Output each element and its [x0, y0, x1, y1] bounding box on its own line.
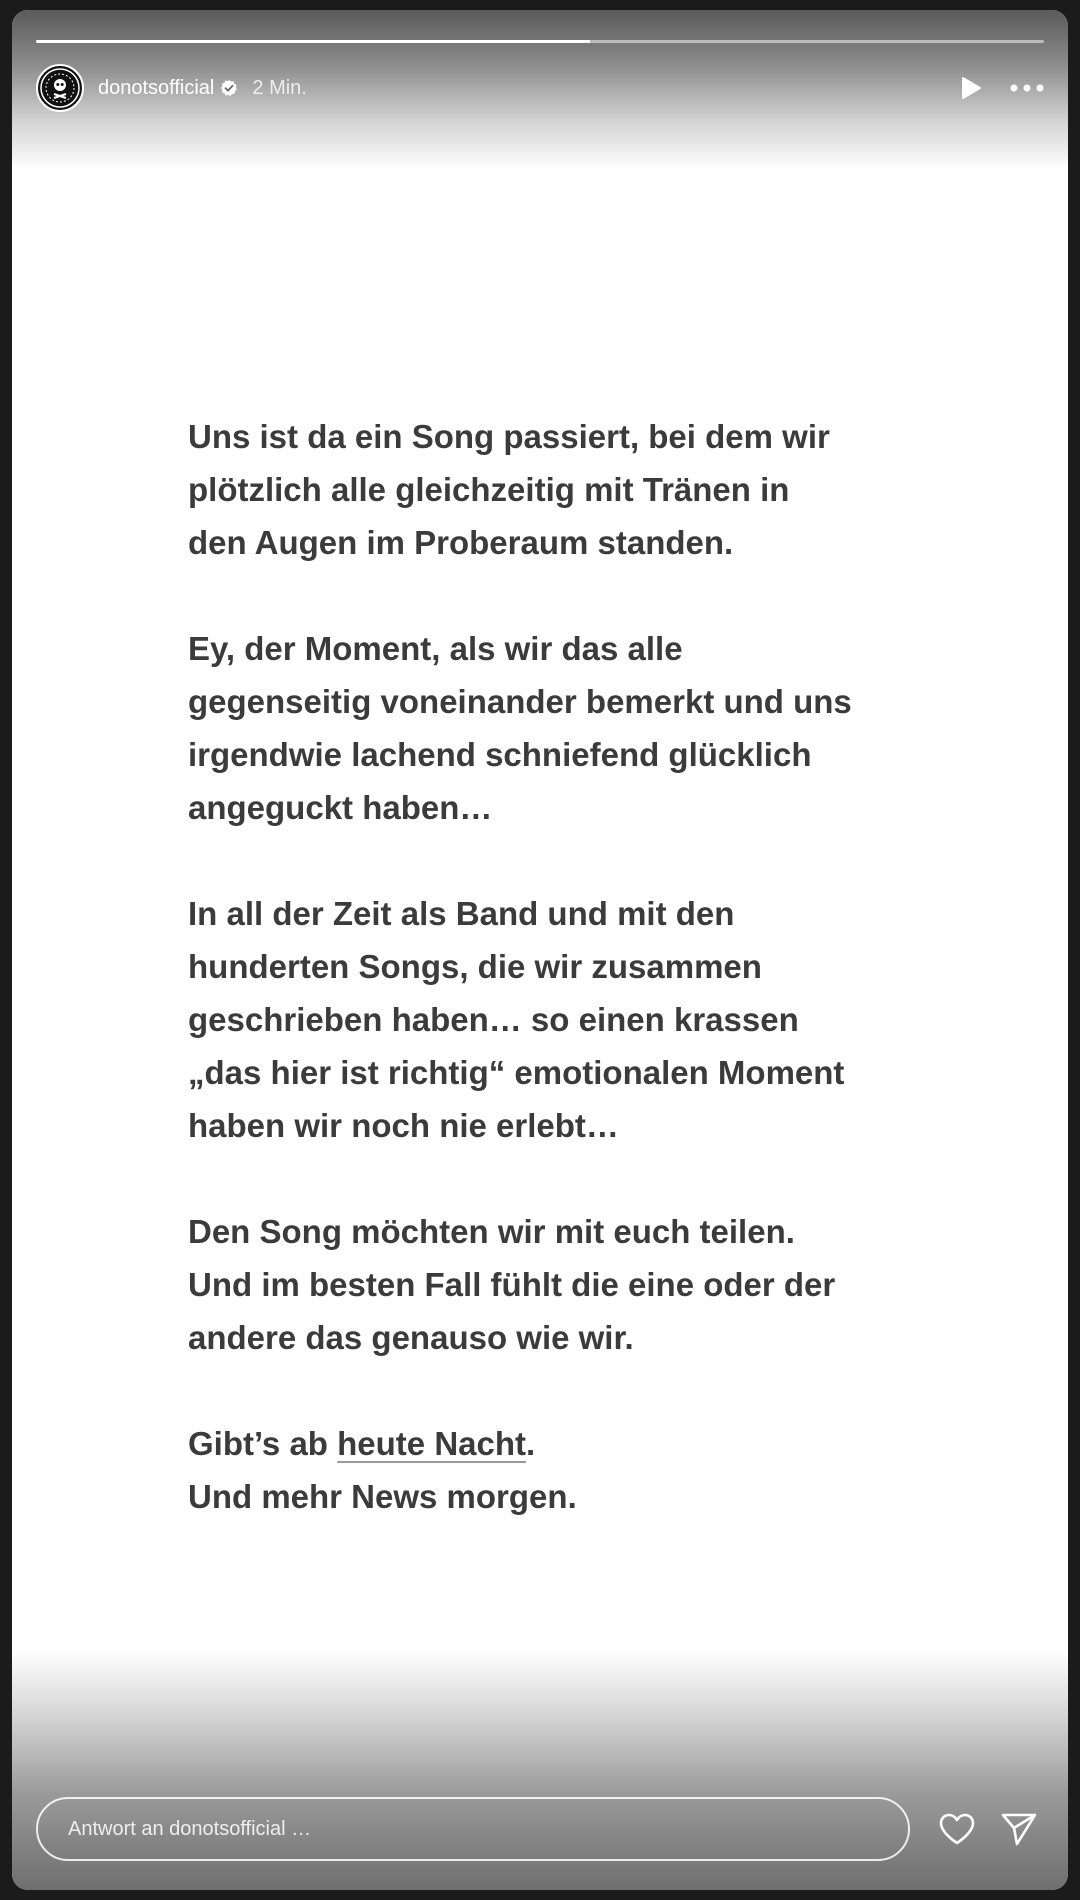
verified-badge-icon — [220, 79, 238, 97]
text-line: Und mehr News morgen. — [188, 1478, 577, 1515]
text-line: In all der Zeit als Band und mit den — [188, 895, 735, 932]
text-line: andere das genauso wie wir. — [188, 1319, 634, 1356]
reply-bar — [36, 1796, 1044, 1862]
text-prefix: Gibt’s ab — [188, 1425, 338, 1462]
text-line: Uns ist da ein Song passiert, bei dem wir — [188, 418, 830, 455]
text-line: angeguckt haben… — [188, 789, 493, 826]
text-line: irgendwie lachend schniefend glücklich — [188, 736, 812, 773]
text-line: den Augen im Proberaum standen. — [188, 524, 734, 561]
text-suffix: . — [526, 1425, 536, 1462]
text-line: Ey, der Moment, als wir das alle — [188, 630, 683, 667]
send-icon — [1000, 1811, 1038, 1847]
text-line: haben wir noch nie erlebt… — [188, 1107, 619, 1144]
play-button[interactable] — [960, 76, 982, 100]
story-text — [188, 410, 948, 1523]
avatar[interactable] — [36, 64, 84, 112]
text-line: plötzlich alle gleichzeitig mit Tränen in — [188, 471, 790, 508]
story-progress — [36, 40, 1044, 44]
paragraph-4 — [188, 1205, 948, 1364]
progress-track — [36, 40, 1044, 43]
text-line: Und im besten Fall fühlt die eine oder der — [188, 1266, 836, 1303]
progress-fill — [36, 40, 590, 43]
like-button[interactable] — [938, 1812, 976, 1846]
timestamp: 2 Min. — [252, 76, 307, 99]
story-viewer — [12, 10, 1068, 1890]
band-logo-icon — [40, 68, 80, 108]
header-actions — [960, 76, 1044, 100]
paragraph-5 — [188, 1417, 948, 1523]
reply-actions — [938, 1811, 1044, 1847]
text-line: „das hier ist richtig“ emotionalen Moment — [188, 1054, 845, 1091]
paragraph-1 — [188, 410, 948, 569]
username[interactable]: donotsofficial — [98, 76, 215, 99]
play-icon — [960, 76, 982, 100]
heart-icon — [938, 1812, 976, 1846]
text-line — [188, 1417, 948, 1470]
story-header — [36, 62, 1044, 114]
more-options-button[interactable] — [1010, 84, 1044, 92]
text-line: hunderten Songs, die wir zusammen — [188, 948, 762, 985]
more-options-icon — [1010, 84, 1044, 92]
text-line: gegenseitig voneinander bemerkt und uns — [188, 683, 852, 720]
paragraph-2 — [188, 622, 948, 834]
text-line: Den Song möchten wir mit euch teilen. — [188, 1213, 795, 1250]
text-line: geschrieben haben… so einen krassen — [188, 1001, 799, 1038]
reply-input[interactable] — [36, 1797, 910, 1861]
release-link[interactable]: heute Nacht — [337, 1425, 527, 1462]
share-button[interactable] — [1000, 1811, 1038, 1847]
paragraph-3 — [188, 887, 948, 1152]
